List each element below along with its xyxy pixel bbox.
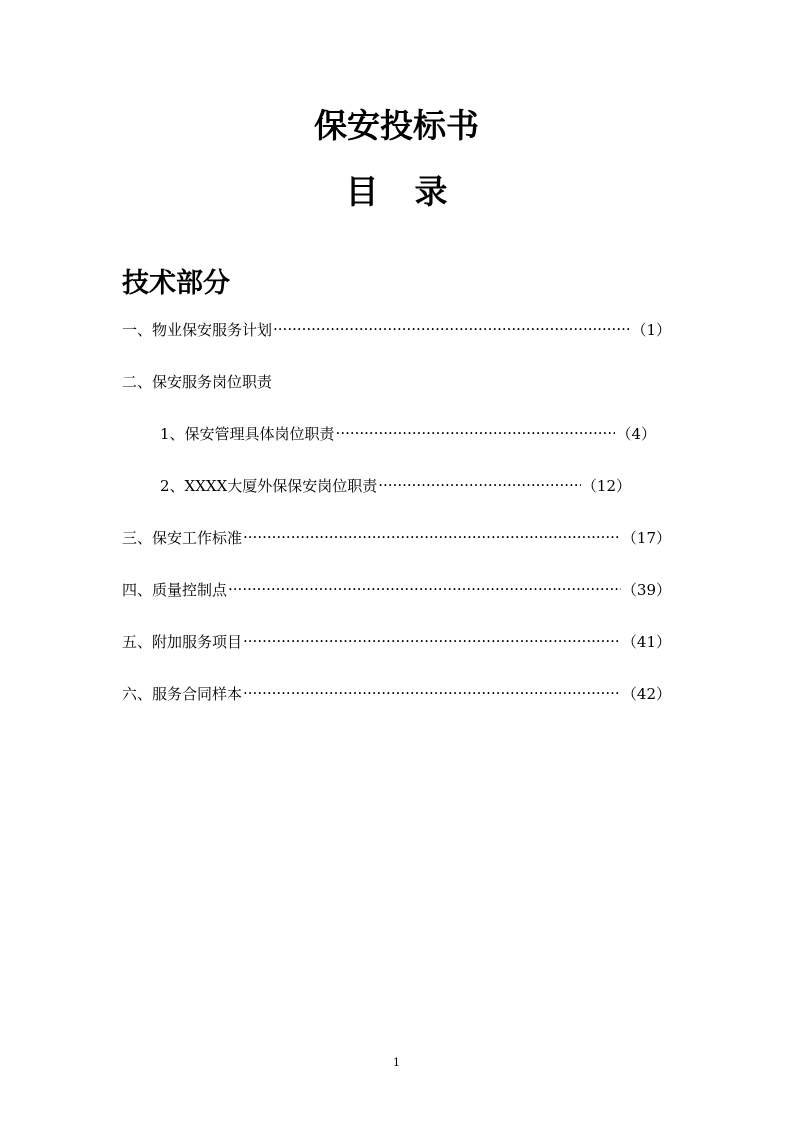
toc-entry[interactable] <box>160 422 656 446</box>
toc-entry-label: 二、保安服务岗位职责 <box>122 373 273 391</box>
toc-entry-label: 2、XXXX大厦外保保安岗位职责 <box>160 477 378 495</box>
toc-leader-dots <box>273 317 630 341</box>
toc-title-right: 录 <box>414 172 448 211</box>
toc-entry-label: 一、物业保安服务计划 <box>122 321 273 339</box>
toc-entry-page: （4） <box>616 425 656 443</box>
toc-entry[interactable] <box>122 318 671 342</box>
toc-entry[interactable] <box>160 474 631 498</box>
page-number: 1 <box>393 1056 400 1069</box>
toc-leader-dots <box>243 525 621 549</box>
toc-entry[interactable] <box>122 630 671 654</box>
toc-entry-page: （12） <box>581 477 631 495</box>
toc-entry[interactable] <box>122 578 671 602</box>
toc-leader-dots <box>378 473 581 497</box>
toc-leader-dots <box>336 421 616 445</box>
toc-entry-page: （42） <box>621 685 671 703</box>
toc-title-left: 目 <box>345 172 379 211</box>
toc-entry-page: （17） <box>621 529 671 547</box>
document-title: 保安投标书 <box>314 106 479 145</box>
toc-entry[interactable] <box>122 370 671 394</box>
toc-entry-page: （41） <box>621 633 671 651</box>
section-heading-technical: 技术部分 <box>122 268 230 299</box>
toc-entry-label: 三、保安工作标准 <box>122 529 243 547</box>
toc-entry-label: 五、附加服务项目 <box>122 633 243 651</box>
toc-leader-dots <box>228 577 621 601</box>
toc-entry-label: 六、服务合同样本 <box>122 685 243 703</box>
toc-leader-dots <box>243 681 621 705</box>
toc-entry[interactable] <box>122 526 671 550</box>
toc-entry-label: 四、质量控制点 <box>122 581 228 599</box>
toc-entry-page: （39） <box>621 581 671 599</box>
toc-title <box>0 172 793 212</box>
toc-entry[interactable] <box>122 682 671 706</box>
toc-entry-label: 1、保安管理具体岗位职责 <box>160 425 335 443</box>
toc-entry-page: （1） <box>631 321 671 339</box>
toc-leader-dots <box>243 629 621 653</box>
